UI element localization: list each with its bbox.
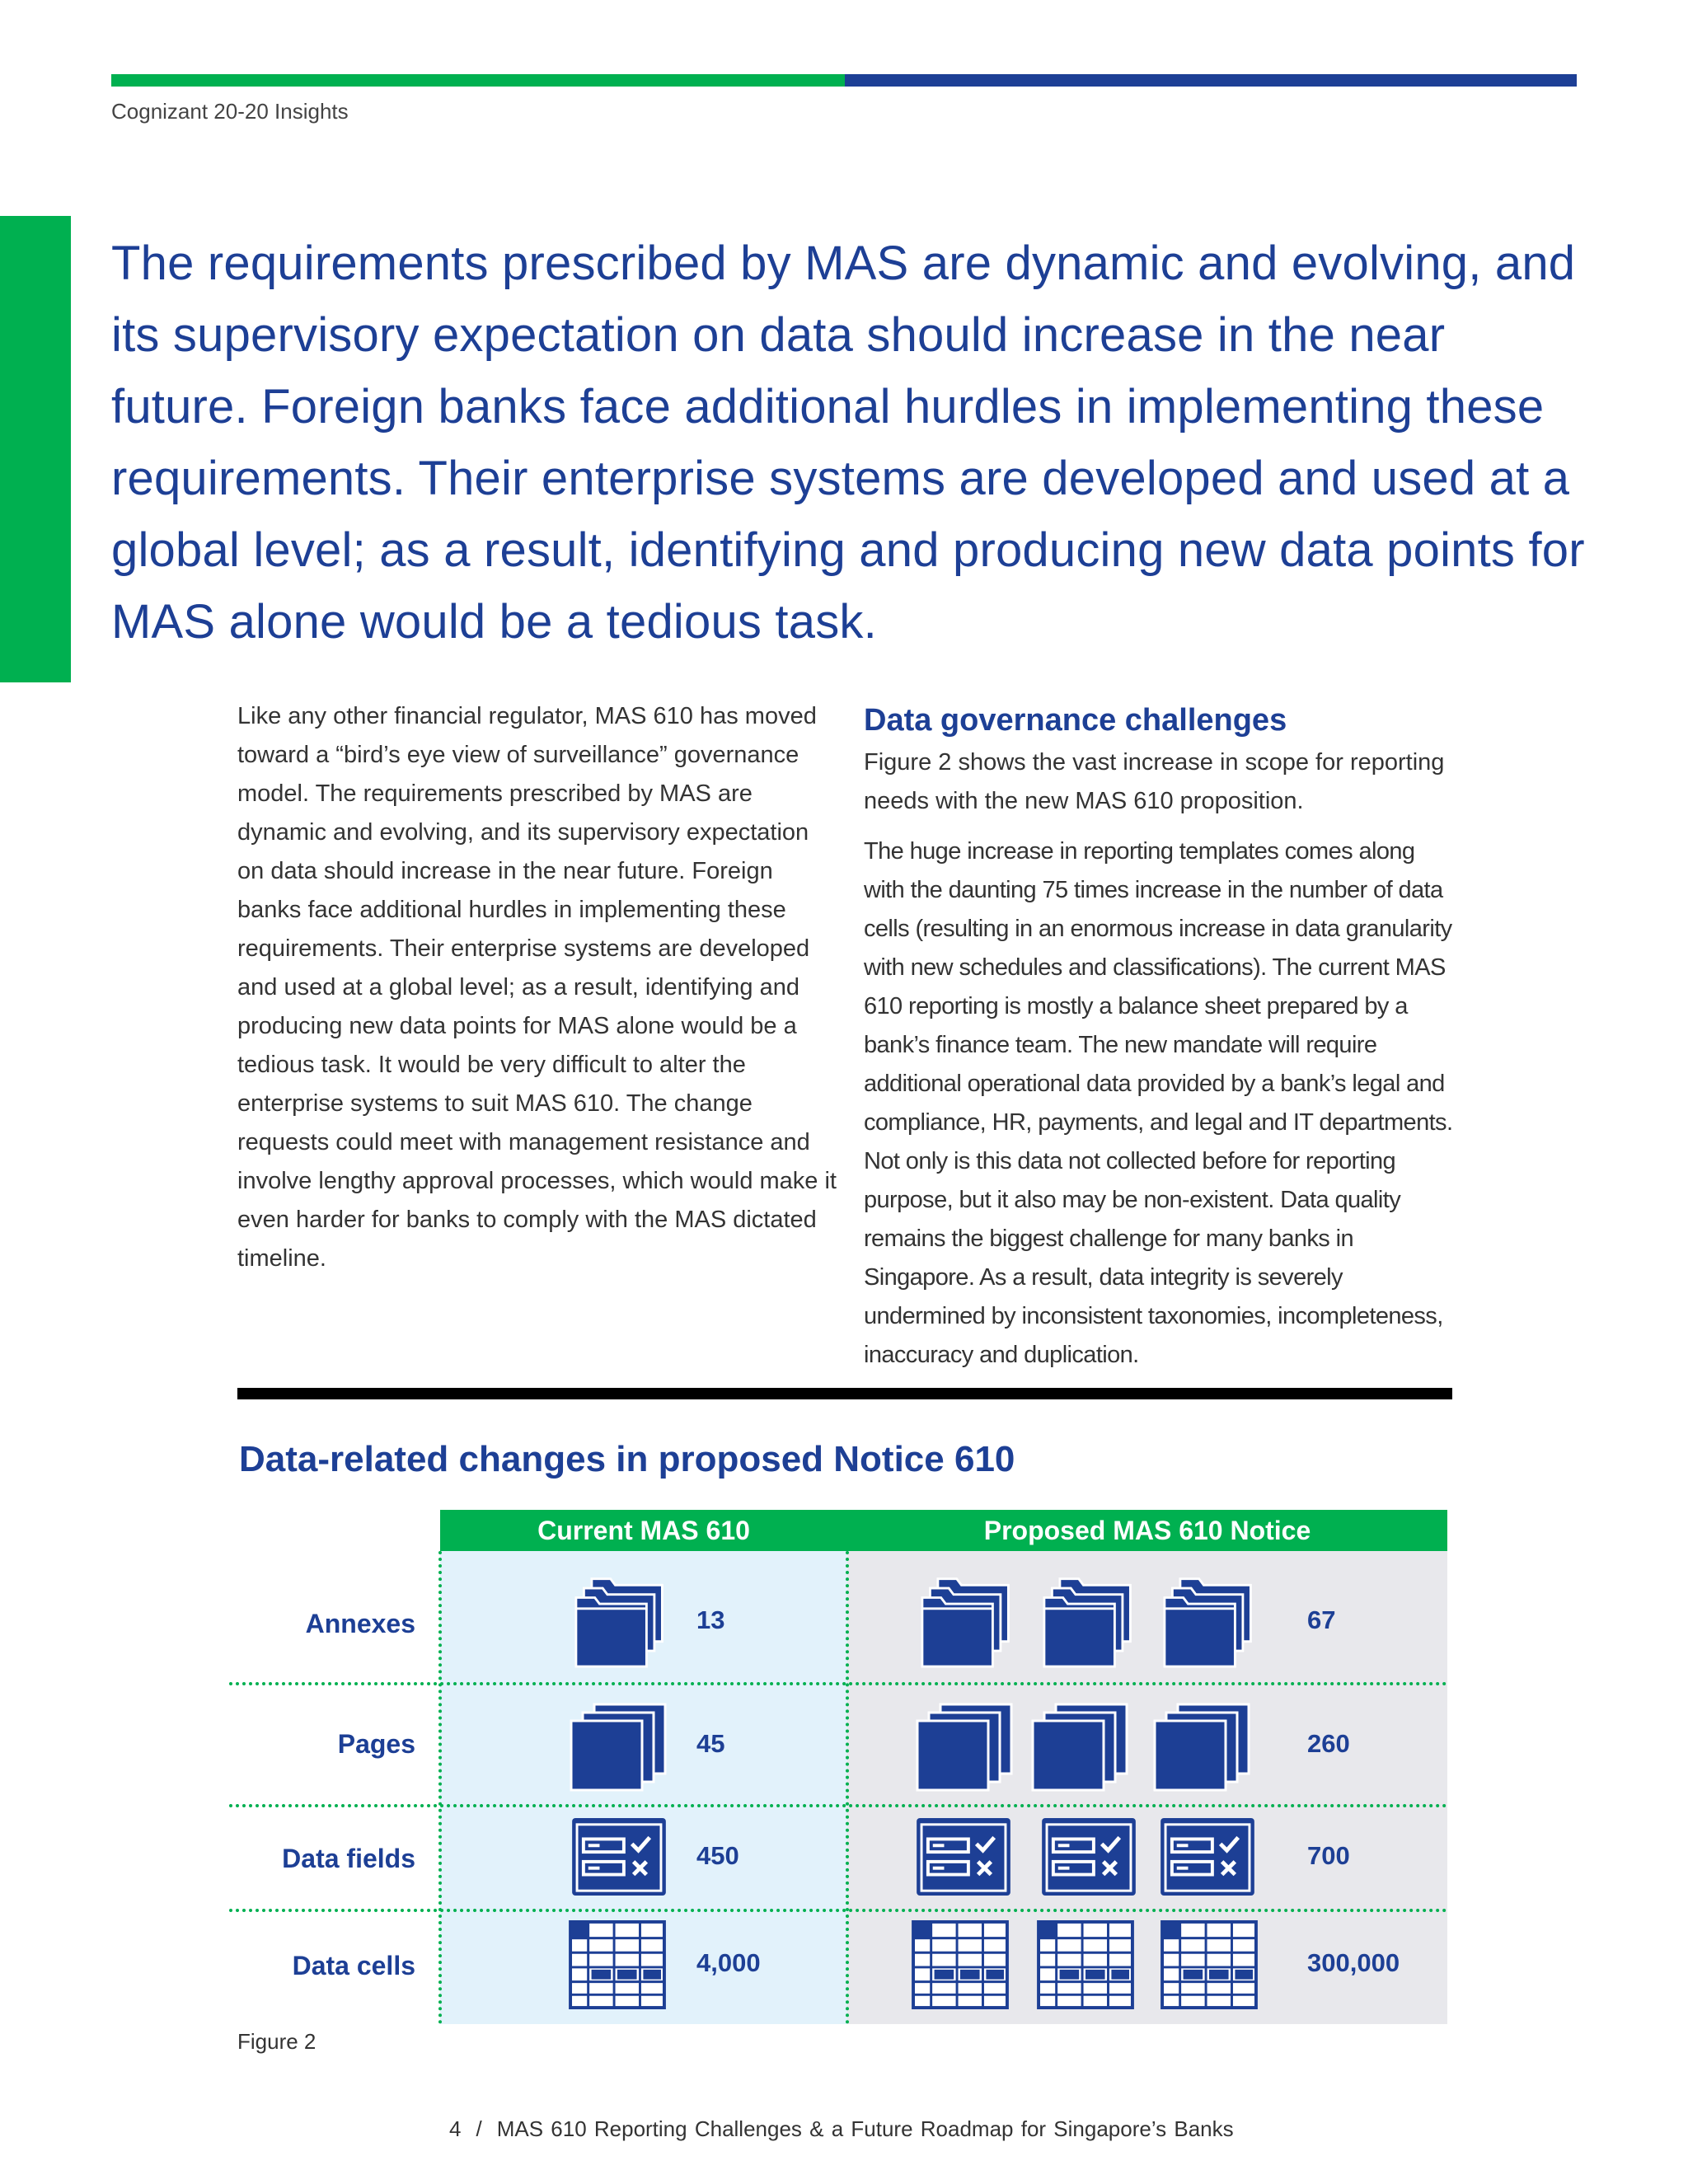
vertical-divider-left: [438, 1551, 442, 2024]
right-column: [864, 701, 1457, 1386]
row-label-data-cells: Data cells: [292, 1951, 415, 1980]
row-divider: [229, 1804, 1447, 1807]
row-divider: [229, 1909, 1447, 1912]
page-footer: [449, 2116, 1234, 2142]
left-column: [237, 697, 839, 1278]
spreadsheet-grid-icon: [569, 1920, 666, 2009]
page-number: 4: [449, 2116, 462, 2141]
proposed-pages-value: 260: [1307, 1729, 1350, 1758]
current-annexes-value: 13: [696, 1605, 725, 1634]
spreadsheet-grid-icon: [1037, 1920, 1134, 2009]
figure-title: Data-related changes in proposed Notice 610: [239, 1439, 1015, 1479]
running-header: Cognizant 20-20 Insights: [111, 99, 349, 124]
column-header-current: Current MAS 610: [440, 1510, 847, 1551]
current-pages-value: 45: [696, 1729, 725, 1758]
column-header-proposed: Proposed MAS 610 Notice: [847, 1510, 1447, 1551]
top-bar-blue: [845, 74, 1577, 87]
folder-stack-icon: [1157, 1574, 1263, 1668]
left-paragraph: Like any other financial regulator, MAS 610 has moved toward a “bird’s eye view of surveillance” governance model. The requirements prescribed by MAS are dynamic and evolving, and its supervisory expectation on data should increase in the near future. Foreign banks face additional hurdles in implementing these requirements. Their enterprise systems are developed and used at a global level; as a result, identifying and producing new data points for MAS alone would be a tedious task. It would be very difficult to alter the enterprise systems to suit MAS 610. The change requests could meet with management resistance and involve lengthy approval processes, which would make it even harder for banks to comply with the MAS dictated timeline.: [237, 703, 837, 1272]
row-divider: [229, 1682, 1447, 1685]
right-paragraph-2: The huge increase in reporting templates comes along with the daunting 75 times increase in the number of data cells (resulting in an enormous increase in data granularity with new schedules and classifications). The current MAS 610 reporting is mostly a balance sheet prepared by a bank’s finance team. The new mandate will require additional operational data provided by a bank’s legal and compliance, HR, payments, and legal and IT departments. Not only is this data not collected before for reporting purpose, but it also may be non-existent. Data quality remains the biggest challenge for many banks in Singapore. As a result, data integrity is severely undermined by inconsistent taxonomies, incompleteness, inaccuracy and duplication.: [864, 838, 1453, 1368]
proposed-data-fields-value: 700: [1307, 1841, 1350, 1870]
spreadsheet-grid-icon: [912, 1920, 1009, 2009]
document-title: MAS 610 Reporting Challenges & a Future Roadmap for Singapore’s Banks: [496, 2116, 1234, 2141]
form-fields-icon: [570, 1816, 668, 1897]
spreadsheet-grid-icon: [1160, 1920, 1258, 2009]
folder-stack-icon: [915, 1574, 1020, 1668]
proposed-annexes-value: 67: [1307, 1605, 1336, 1634]
pull-quote: The requirements prescribed by MAS are dynamic and evolving, and its supervisory expectation on data should increase in the near future. Foreign banks face additional hurdles in implementing these requirements. Their enterprise systems are developed and used at a global level; as a result, identifying and producing new data points for MAS alone would be a tedious task.: [111, 237, 1585, 649]
row-label-annexes: Annexes: [305, 1609, 415, 1638]
pages-stack-icon: [915, 1703, 1015, 1793]
folder-stack-icon: [1037, 1574, 1142, 1668]
form-fields-icon: [1159, 1816, 1256, 1897]
right-paragraph-1: Figure 2 shows the vast increase in scope for reporting needs with the new MAS 610 proposition.: [864, 749, 1445, 814]
current-data-fields-value: 450: [696, 1841, 739, 1870]
top-bar-green: [111, 74, 845, 87]
row-label-pages: Pages: [337, 1729, 415, 1759]
pages-stack-icon: [1030, 1703, 1131, 1793]
form-fields-icon: [1040, 1816, 1137, 1897]
proposed-data-cells-value: 300,000: [1307, 1948, 1400, 1977]
vertical-divider-middle: [846, 1551, 849, 2024]
form-fields-icon: [915, 1816, 1012, 1897]
current-data-cells-value: 4,000: [696, 1948, 761, 1977]
row-label-data-fields: Data fields: [282, 1844, 415, 1873]
pages-stack-icon: [569, 1703, 669, 1793]
figure-caption: Figure 2: [237, 2029, 316, 2054]
folder-stack-icon: [569, 1574, 674, 1668]
pages-stack-icon: [1152, 1703, 1253, 1793]
side-accent-bar: [0, 216, 71, 682]
section-divider: [237, 1388, 1452, 1399]
section-heading: Data governance challenges: [864, 703, 1287, 738]
footer-separator: /: [476, 2116, 482, 2141]
